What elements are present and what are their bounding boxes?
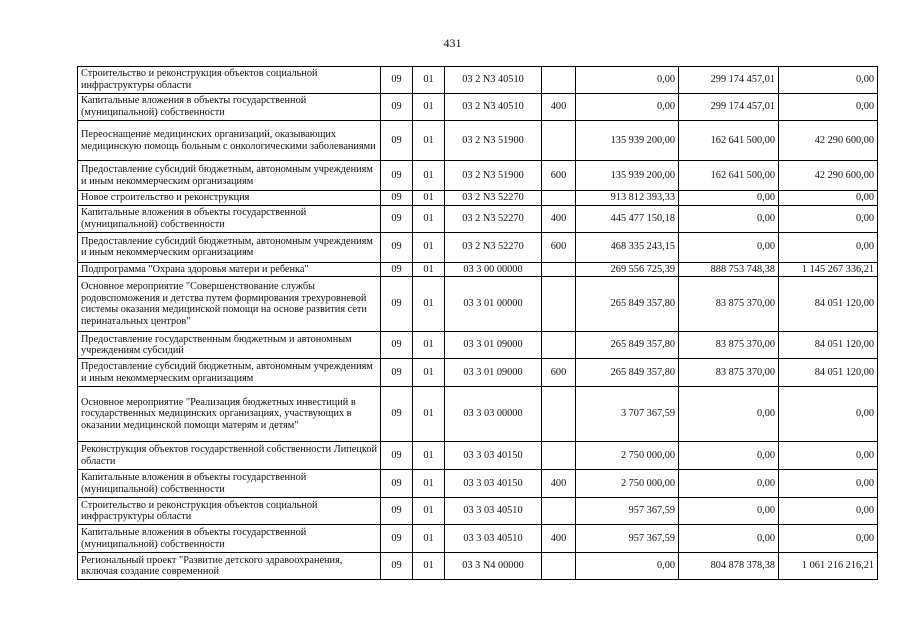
target-article-cell: 03 2 N3 40510 — [445, 94, 542, 121]
amount-year1-cell: 2 750 000,00 — [576, 442, 679, 470]
amount-year2-cell: 0,00 — [679, 442, 779, 470]
row-name-cell: Основное мероприятие "Реализация бюджетных инвестиций в государственных медицинских организациях, участвующих в оказании медицинской помощи матерям и детям" — [78, 387, 381, 442]
expense-type-cell — [542, 332, 576, 359]
target-article-cell: 03 2 N3 51900 — [445, 121, 542, 161]
table-row — [78, 525, 878, 553]
expense-type-cell — [542, 387, 576, 442]
row-name-cell: Переоснащение медицинских организаций, оказывающих медицинскую помощь больным с онкологическими заболеваниями — [78, 121, 381, 161]
table-row — [78, 277, 878, 332]
table-row — [78, 359, 878, 387]
amount-year1-cell: 135 939 200,00 — [576, 121, 679, 161]
amount-year3-cell: 42 290 600,00 — [779, 121, 878, 161]
target-article-cell: 03 3 01 09000 — [445, 332, 542, 359]
section-code-cell: 09 — [381, 332, 413, 359]
section-code-cell: 09 — [381, 94, 413, 121]
amount-year2-cell: 0,00 — [679, 191, 779, 206]
row-name-cell: Новое строительство и реконструкция — [78, 191, 381, 206]
target-article-cell: 03 2 N3 52270 — [445, 232, 542, 262]
expense-type-cell: 400 — [542, 94, 576, 121]
amount-year2-cell: 162 641 500,00 — [679, 121, 779, 161]
target-article-cell: 03 2 N3 52270 — [445, 191, 542, 206]
target-article-cell: 03 3 00 00000 — [445, 262, 542, 277]
subsection-code-cell: 01 — [413, 387, 445, 442]
amount-year3-cell: 1 061 216 216,21 — [779, 553, 878, 580]
table-row — [78, 232, 878, 262]
subsection-code-cell: 01 — [413, 525, 445, 553]
subsection-code-cell: 01 — [413, 121, 445, 161]
amount-year1-cell: 468 335 243,15 — [576, 232, 679, 262]
table-row — [78, 67, 878, 94]
expense-type-cell — [542, 442, 576, 470]
table-row — [78, 161, 878, 191]
budget-table — [77, 66, 878, 580]
target-article-cell: 03 2 N3 52270 — [445, 205, 542, 232]
amount-year1-cell: 0,00 — [576, 553, 679, 580]
expense-type-cell — [542, 67, 576, 94]
amount-year1-cell: 3 707 367,59 — [576, 387, 679, 442]
amount-year1-cell: 957 367,59 — [576, 498, 679, 525]
amount-year2-cell: 83 875 370,00 — [679, 359, 779, 387]
target-article-cell: 03 3 01 09000 — [445, 359, 542, 387]
amount-year1-cell: 135 939 200,00 — [576, 161, 679, 191]
row-name-cell: Предоставление государственным бюджетным и автономным учреждениям субсидий — [78, 332, 381, 359]
table-row — [78, 442, 878, 470]
row-name-cell: Строительство и реконструкция объектов социальной инфраструктуры области — [78, 67, 381, 94]
section-code-cell: 09 — [381, 498, 413, 525]
expense-type-cell: 600 — [542, 161, 576, 191]
section-code-cell: 09 — [381, 262, 413, 277]
amount-year2-cell: 299 174 457,01 — [679, 67, 779, 94]
table-row — [78, 332, 878, 359]
subsection-code-cell: 01 — [413, 262, 445, 277]
row-name-cell: Подпрограмма "Охрана здоровья матери и ребенка" — [78, 262, 381, 277]
expense-type-cell: 400 — [542, 525, 576, 553]
amount-year1-cell: 0,00 — [576, 94, 679, 121]
section-code-cell: 09 — [381, 161, 413, 191]
row-name-cell: Капитальные вложения в объекты государственной (муниципальной) собственности — [78, 205, 381, 232]
row-name-cell: Капитальные вложения в объекты государственной (муниципальной) собственности — [78, 94, 381, 121]
amount-year2-cell: 83 875 370,00 — [679, 332, 779, 359]
amount-year3-cell: 0,00 — [779, 525, 878, 553]
target-article-cell: 03 2 N3 40510 — [445, 67, 542, 94]
page-number: 431 — [443, 36, 462, 50]
target-article-cell: 03 3 01 00000 — [445, 277, 542, 332]
section-code-cell: 09 — [381, 277, 413, 332]
section-code-cell: 09 — [381, 205, 413, 232]
amount-year2-cell: 0,00 — [679, 525, 779, 553]
amount-year1-cell: 445 477 150,18 — [576, 205, 679, 232]
subsection-code-cell: 01 — [413, 442, 445, 470]
section-code-cell: 09 — [381, 232, 413, 262]
amount-year2-cell: 888 753 748,38 — [679, 262, 779, 277]
row-name-cell: Реконструкция объектов государственной собственности Липецкой области — [78, 442, 381, 470]
subsection-code-cell: 01 — [413, 191, 445, 206]
table-row — [78, 498, 878, 525]
row-name-cell: Региональный проект "Развитие детского здравоохранения, включая создание современной — [78, 553, 381, 580]
amount-year1-cell: 265 849 357,80 — [576, 277, 679, 332]
table-row — [78, 191, 878, 206]
amount-year3-cell: 0,00 — [779, 205, 878, 232]
amount-year3-cell: 42 290 600,00 — [779, 161, 878, 191]
amount-year2-cell: 804 878 378,38 — [679, 553, 779, 580]
target-article-cell: 03 3 03 40510 — [445, 498, 542, 525]
amount-year2-cell: 0,00 — [679, 470, 779, 498]
amount-year1-cell: 0,00 — [576, 67, 679, 94]
amount-year3-cell: 0,00 — [779, 232, 878, 262]
amount-year2-cell: 299 174 457,01 — [679, 94, 779, 121]
amount-year3-cell: 0,00 — [779, 94, 878, 121]
section-code-cell: 09 — [381, 67, 413, 94]
amount-year1-cell: 957 367,59 — [576, 525, 679, 553]
target-article-cell: 03 3 03 00000 — [445, 387, 542, 442]
subsection-code-cell: 01 — [413, 498, 445, 525]
amount-year1-cell: 913 812 393,33 — [576, 191, 679, 206]
amount-year3-cell: 84 051 120,00 — [779, 359, 878, 387]
row-name-cell: Капитальные вложения в объекты государственной (муниципальной) собственности — [78, 525, 381, 553]
expense-type-cell: 400 — [542, 205, 576, 232]
amount-year3-cell: 0,00 — [779, 442, 878, 470]
target-article-cell: 03 3 03 40510 — [445, 525, 542, 553]
amount-year1-cell: 269 556 725,39 — [576, 262, 679, 277]
amount-year1-cell: 265 849 357,80 — [576, 332, 679, 359]
row-name-cell: Предоставление субсидий бюджетным, автономным учреждениям и иным некоммерческим организациям — [78, 232, 381, 262]
row-name-cell: Предоставление субсидий бюджетным, автономным учреждениям и иным некоммерческим организациям — [78, 161, 381, 191]
expense-type-cell — [542, 277, 576, 332]
table-row — [78, 262, 878, 277]
section-code-cell: 09 — [381, 442, 413, 470]
row-name-cell: Предоставление субсидий бюджетным, автономным учреждениям и иным некоммерческим организациям — [78, 359, 381, 387]
target-article-cell: 03 3 N4 00000 — [445, 553, 542, 580]
section-code-cell: 09 — [381, 525, 413, 553]
section-code-cell: 09 — [381, 121, 413, 161]
table-row — [78, 121, 878, 161]
subsection-code-cell: 01 — [413, 470, 445, 498]
subsection-code-cell: 01 — [413, 161, 445, 191]
subsection-code-cell: 01 — [413, 332, 445, 359]
amount-year3-cell: 0,00 — [779, 67, 878, 94]
amount-year2-cell: 0,00 — [679, 387, 779, 442]
amount-year3-cell: 0,00 — [779, 387, 878, 442]
subsection-code-cell: 01 — [413, 205, 445, 232]
section-code-cell: 09 — [381, 359, 413, 387]
amount-year1-cell: 265 849 357,80 — [576, 359, 679, 387]
target-article-cell: 03 2 N3 51900 — [445, 161, 542, 191]
row-name-cell: Капитальные вложения в объекты государственной (муниципальной) собственности — [78, 470, 381, 498]
target-article-cell: 03 3 03 40150 — [445, 442, 542, 470]
section-code-cell: 09 — [381, 191, 413, 206]
amount-year3-cell: 0,00 — [779, 470, 878, 498]
table-row — [78, 470, 878, 498]
expense-type-cell — [542, 553, 576, 580]
subsection-code-cell: 01 — [413, 232, 445, 262]
subsection-code-cell: 01 — [413, 359, 445, 387]
section-code-cell: 09 — [381, 553, 413, 580]
expense-type-cell — [542, 498, 576, 525]
table-row — [78, 553, 878, 580]
subsection-code-cell: 01 — [413, 277, 445, 332]
amount-year2-cell: 0,00 — [679, 205, 779, 232]
amount-year3-cell: 84 051 120,00 — [779, 277, 878, 332]
subsection-code-cell: 01 — [413, 553, 445, 580]
row-name-cell: Строительство и реконструкция объектов социальной инфраструктуры области — [78, 498, 381, 525]
amount-year2-cell: 0,00 — [679, 232, 779, 262]
amount-year3-cell: 1 145 267 336,21 — [779, 262, 878, 277]
subsection-code-cell: 01 — [413, 67, 445, 94]
expense-type-cell: 400 — [542, 470, 576, 498]
row-name-cell: Основное мероприятие "Совершенствование службы родовспоможения и детства путем формирования трехуровневой системы оказания медицинской помощи на основе развития сети перинатальных центров" — [78, 277, 381, 332]
expense-type-cell: 600 — [542, 359, 576, 387]
amount-year3-cell: 0,00 — [779, 498, 878, 525]
expense-type-cell — [542, 121, 576, 161]
expense-type-cell — [542, 191, 576, 206]
target-article-cell: 03 3 03 40150 — [445, 470, 542, 498]
amount-year1-cell: 2 750 000,00 — [576, 470, 679, 498]
table-row — [78, 387, 878, 442]
amount-year2-cell: 83 875 370,00 — [679, 277, 779, 332]
expense-type-cell — [542, 262, 576, 277]
expense-type-cell: 600 — [542, 232, 576, 262]
section-code-cell: 09 — [381, 387, 413, 442]
subsection-code-cell: 01 — [413, 94, 445, 121]
table-row — [78, 205, 878, 232]
amount-year2-cell: 162 641 500,00 — [679, 161, 779, 191]
amount-year3-cell: 0,00 — [779, 191, 878, 206]
table-row — [78, 94, 878, 121]
section-code-cell: 09 — [381, 470, 413, 498]
amount-year3-cell: 84 051 120,00 — [779, 332, 878, 359]
amount-year2-cell: 0,00 — [679, 498, 779, 525]
